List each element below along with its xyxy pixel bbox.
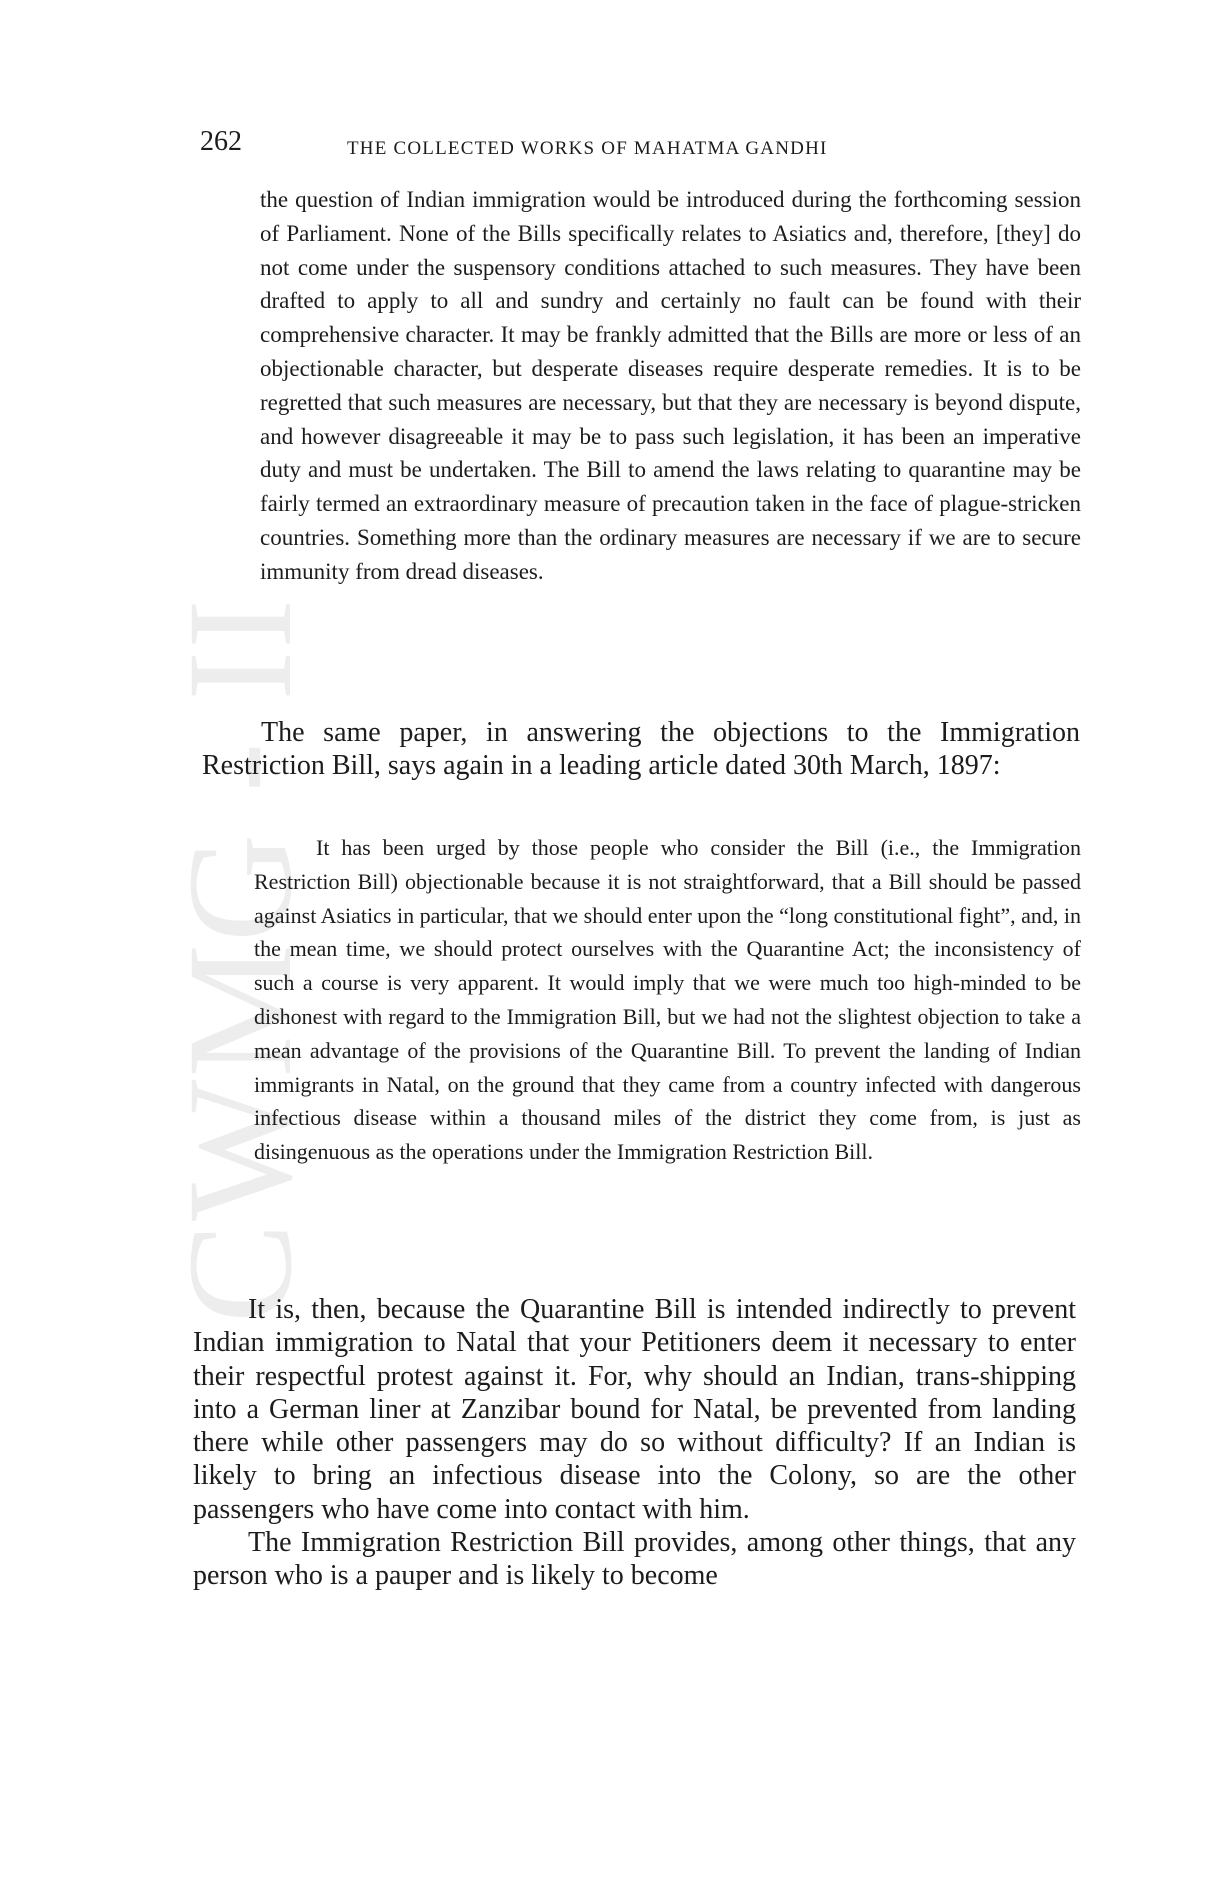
page-number: 262	[200, 126, 242, 157]
body-paragraph-2: The Immigration Restriction Bill provides, among other things, that any person who is a pauper and is likely to become	[193, 1527, 1076, 1592]
block-quote-second	[254, 831, 1081, 1169]
body-paragraph-1: It is, then, because the Quarantine Bill is intended indirectly to prevent Indian immigration to Natal that your Petitioners deem it necessary to enter their respectful protest against it. For, why should an Indian, trans-shipping into a German liner at Zanzibar bound for Natal, be prevented from landing there while other passengers may do so without difficulty? If an Indian is likely to bring an infectious disease into the Colony, so are the other passengers who have come into contact with him.	[193, 1294, 1076, 1525]
intro-text: The same paper, in answering the objections to the Immigration Restriction Bill, says again in a leading article dated 30th March, 1897:	[202, 717, 1080, 781]
quote-first-text: the question of Indian immigration would be introduced during the forthcoming session of Parliament. None of the Bills specifically relates to Asiatics and, therefore, [they] do not come under the suspensory conditions attached to such measures. They have been drafted to apply to all and sundry and certainly no fault can be found with their comprehensive character. It may be frankly admitted that the Bills are more or less of an objectionable character, but desperate diseases require desperate remedies. It is to be regretted that such measures are necessary, but that they are necessary is beyond dispute, and however disagreeable it may be to pass such legislation, it has been an imperative duty and must be undertaken. The Bill to amend the laws relating to quarantine may be fairly termed an extraordinary measure of precaution taken in the face of plague-stricken countries. Something more than the ordinary measures are necessary if we are to secure immunity from dread diseases.	[260, 187, 1081, 584]
intro-paragraph	[202, 716, 1080, 782]
quote-second-text: It has been urged by those people who consider the Bill (i.e., the Immigration Restriction Bill) objectionable because it is not straightforward, that a Bill should be passed against Asiatics in particular, that we should enter upon the “long constitutional fight”, and, in the mean time, we should protect ourselves with the Quarantine Act; the inconsistency of such a course is very apparent. It would imply that we were much too high-minded to be dishonest with regard to the Immigration Bill, but we had not the slightest objection to take a mean advantage of the provisions of the Quarantine Bill. To prevent the landing of Indian immigrants in Natal, on the ground that they came from a country infected with dangerous infectious disease within a thousand miles of the district they come from, is just as disingenuous as the operations under the Immigration Restriction Bill.	[254, 835, 1081, 1165]
watermark-text: CWMG - II	[157, 596, 323, 1324]
block-quote-first	[260, 183, 1081, 589]
running-head: THE COLLECTED WORKS OF MAHATMA GANDHI	[347, 138, 828, 159]
body-text	[193, 1293, 1076, 1593]
page-header	[200, 126, 1070, 166]
